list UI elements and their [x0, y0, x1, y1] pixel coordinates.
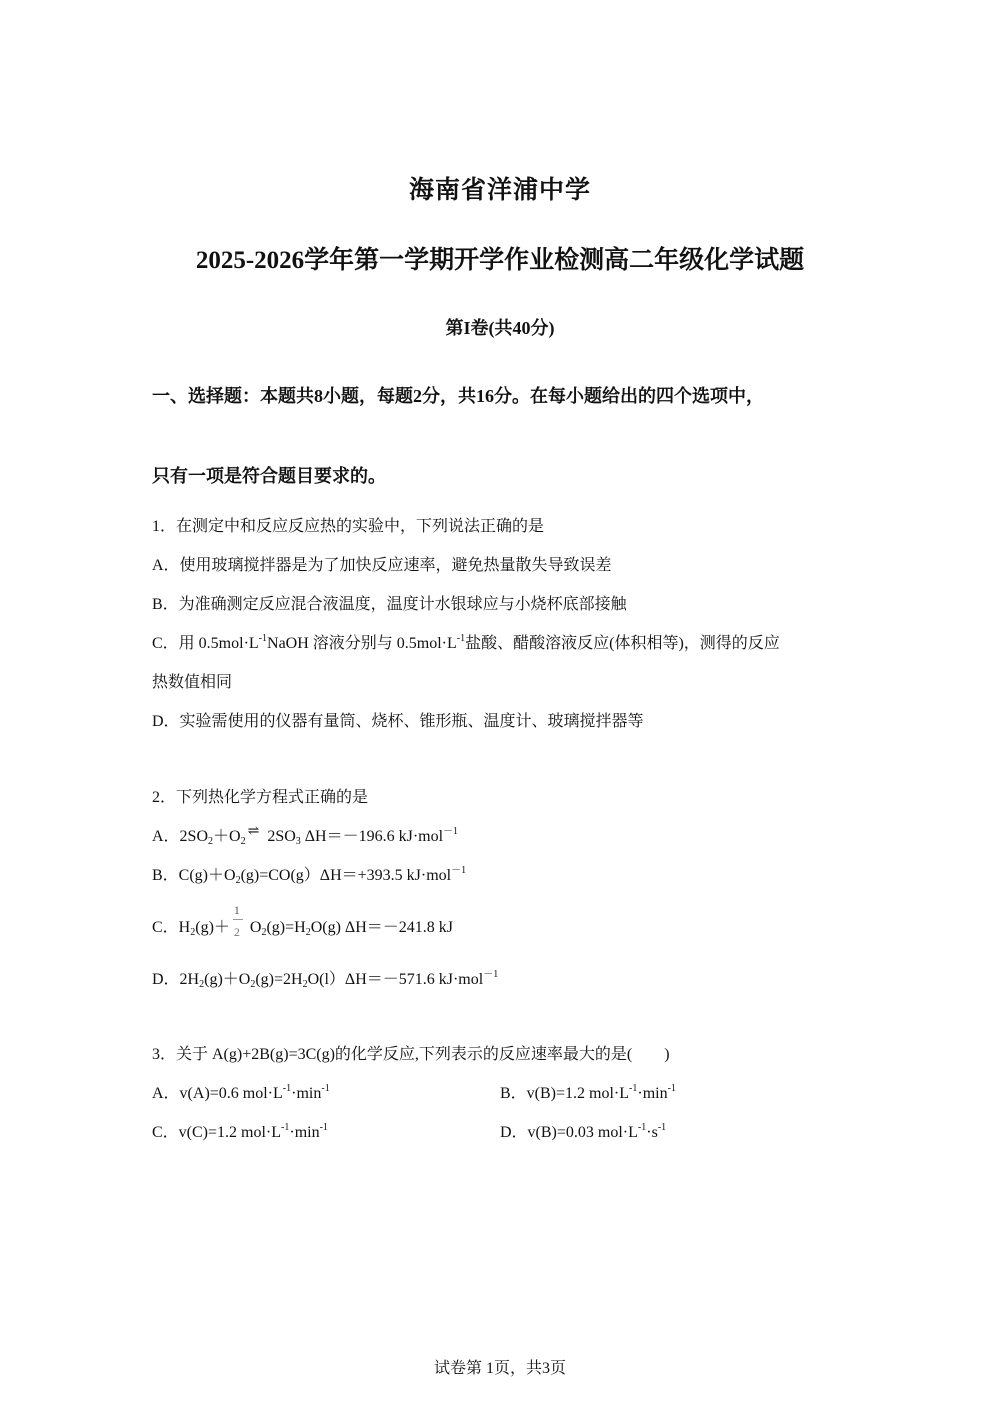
- q3-option-c: C．v(C)=1.2 $mol\cdot L^{-1}\cdot\min^{-1}$: [152, 1122, 328, 1141]
- q3-option-d: D．v(B)=0.03 $mol\cdot L^{-1}\cdot s^{-1}$: [500, 1122, 667, 1141]
- q1-option-a: A．使用玻璃搅拌器是为了加快反应速率，避免热量散失导致误差: [152, 557, 612, 574]
- q1-option-c: C．用 $0.5mol\cdot L^{-1}NaOH$ 溶液分别与 $0.5mol\cdot L^{-1}$盐酸、醋酸溶液反应(体积相等)，测得的反应: [152, 633, 780, 652]
- volume-heading: 第I卷(共40分): [445, 318, 555, 338]
- q1-option-c-continued: 热数值相同: [152, 674, 233, 691]
- section-heading-line2: 只有一项是符合题目要求的。: [152, 466, 386, 486]
- q2-option-d: D．$2H_2(g)+O_2(g)=2H_2O(l)\Delta H=-571.6$ kJ·mol$^{-1}$: [152, 969, 499, 990]
- q2-option-a: A．$2SO_2+O_2\rightleftharpoons$ $2SO_3$ ΔH＝－196.6 kJ·mol$^{-1}$: [152, 826, 458, 849]
- page-footer: 试卷第 1页，共3页: [433, 1360, 566, 1377]
- equilibrium-arrow-icon: ⇌: [247, 824, 260, 839]
- q3-option-b: B．v(B)=1.2 $mol\cdot L^{-1}\cdot\min^{-1}$: [500, 1083, 676, 1102]
- fraction-one-half: $\frac{1}{2}$: [232, 917, 244, 939]
- q2-option-c: C．$H_2(g)+$ $\frac{1}{2}$ $O_2(g)=H_2O(g)$ ΔH＝－241.8 kJ: [152, 903, 453, 940]
- q3-option-a: A．v(A)=0.6 $mol\cdot L^{-1}\cdot\min^{-1}$: [152, 1083, 330, 1102]
- q3-stem: 3．关于 A(g)+2B(g)=3C(g)的化学反应,下列表示的反应速率最大的是( ): [152, 1046, 670, 1063]
- exam-title: 2025-2026学年第一学期开学作业检测高二年级化学试题: [195, 247, 805, 274]
- q2-option-b: B．$C(g)+O_2(g)=CO(g)\Delta H=+393.5$ kJ·mol$^{-1}$: [152, 865, 467, 886]
- q1-option-d: D．实验需使用的仪器有量筒、烧杯、锥形瓶、温度计、玻璃搅拌器等: [152, 713, 644, 730]
- q1-stem: 1．在测定中和反应反应热的实验中，下列说法正确的是: [152, 518, 545, 535]
- q1-option-b: B．为准确测定反应混合液温度，温度计水银球应与小烧杯底部接触: [152, 596, 627, 613]
- q2-stem: 2．下列热化学方程式正确的是: [152, 789, 369, 806]
- section-heading-line1: 一、选择题：本题共8小题，每题2分，共16分。在每小题给出的四个选项中，: [152, 386, 764, 406]
- school-name: 海南省洋浦中学: [408, 177, 591, 204]
